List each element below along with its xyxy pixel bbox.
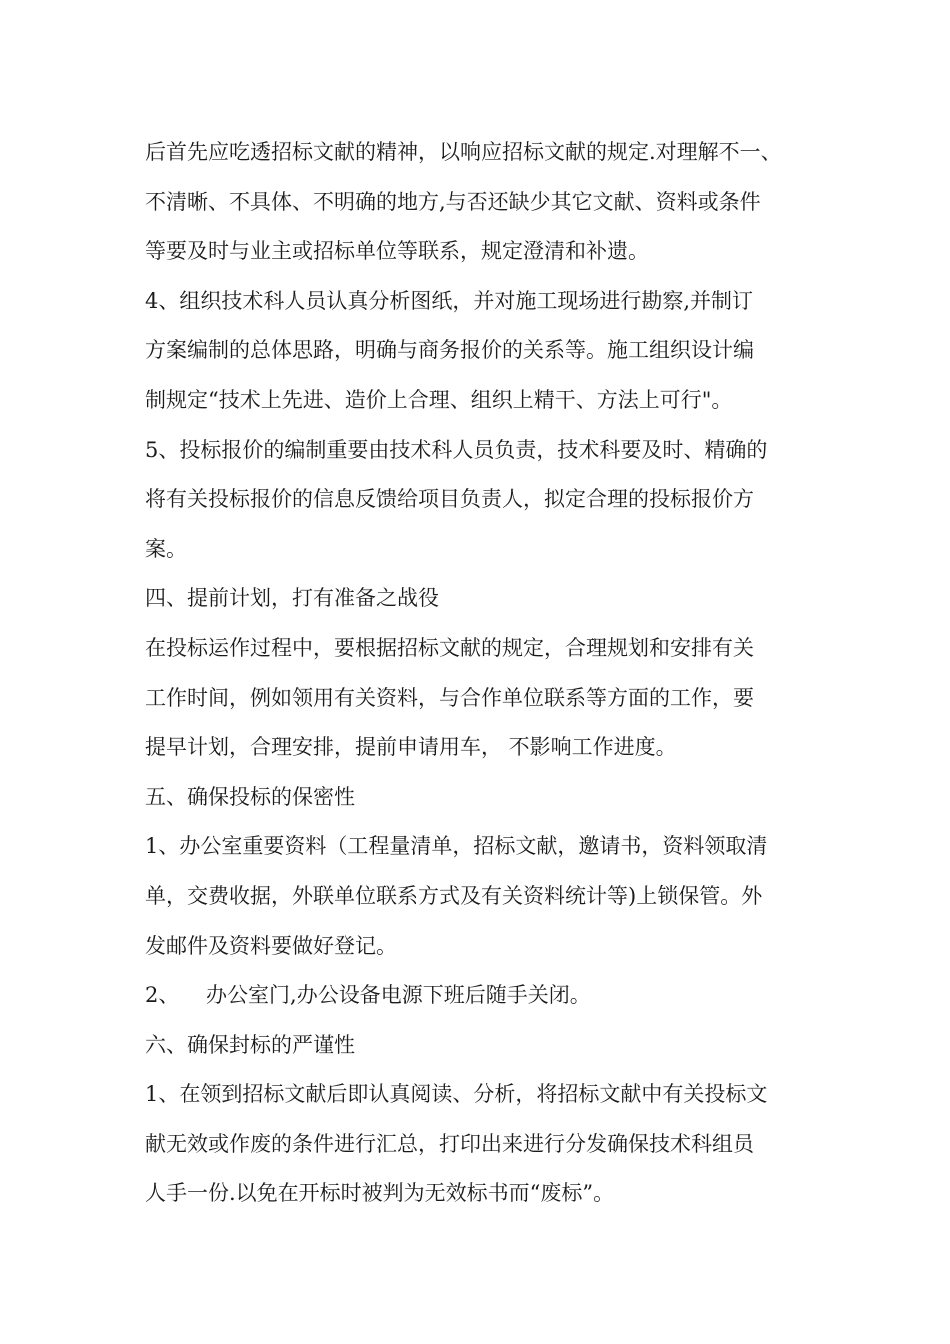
text-line: 将有关投标报价的信息反馈给项目负责人，拟定合理的投标报价方 [145, 487, 754, 512]
heading-line: 四、提前计划，打有准备之战役 [145, 586, 439, 611]
section-heading-6 [145, 1021, 825, 1071]
text-line: 提早计划，合理安排，提前申请用车， 不影响工作进度。 [145, 735, 677, 760]
paragraph-section-5-item-1 [145, 822, 825, 971]
text-line: 等要及时与业主或招标单位等联系，规定澄清和补遗。 [145, 239, 649, 264]
paragraph-item-4 [145, 277, 825, 426]
heading-line: 六、确保封标的严谨性 [145, 1032, 355, 1057]
text-line: 后首先应吃透招标文献的精神，以响应招标文献的规定.对理解不一、 [145, 140, 782, 164]
document-page [145, 128, 825, 1219]
text-line: 人手一份.以免在开标时被判为无效标书而“废标”。 [145, 1181, 615, 1206]
text-line: 发邮件及资料要做好登记。 [145, 933, 397, 958]
text-line: 工作时间，例如领用有关资料，与合作单位联系等方面的工作，要 [145, 685, 754, 710]
paragraph-item-5 [145, 426, 825, 575]
text-line: 在投标运作过程中，要根据招标文献的规定，合理规划和安排有关 [145, 635, 754, 660]
text-line: 方案编制的总体思路，明确与商务报价的关系等。施工组织设计编 [145, 338, 754, 363]
text-line: 2、 办公室门,办公设备电源下班后随手关闭。 [145, 983, 591, 1008]
text-line: 单，交费收据，外联单位联系方式及有关资料统计等)上锁保管。外 [145, 883, 763, 908]
text-line: 献无效或作废的条件进行汇总，打印出来进行分发确保技术科组员 [145, 1131, 754, 1156]
text-line: 1、在领到招标文献后即认真阅读、分析，将招标文献中有关投标文 [145, 1082, 768, 1107]
text-line: 制规定“技术上先进、造价上合理、组织上精干、方法上可行"。 [145, 387, 733, 412]
text-line: 案。 [145, 536, 187, 561]
text-line: 5、投标报价的编制重要由技术科人员负责，技术科要及时、精确的 [145, 437, 768, 462]
section-heading-4 [145, 574, 825, 624]
text-line: 1、办公室重要资料（工程量清单，招标文献，邀请书，资料领取清 [145, 834, 768, 859]
paragraph-section-6-item-1 [145, 1070, 825, 1219]
text-line: 4、组织技术科人员认真分析图纸，并对施工现场进行勘察,并制订 [145, 288, 754, 313]
paragraph-intro-continuation [145, 128, 825, 277]
text-line: 不清晰、不具体、不明确的地方,与否还缺少其它文献、资料或条件 [145, 189, 761, 214]
paragraph-section-5-item-2 [145, 971, 825, 1021]
paragraph-section-4-body [145, 624, 825, 773]
heading-line: 五、确保投标的保密性 [145, 784, 355, 809]
section-heading-5 [145, 773, 825, 823]
